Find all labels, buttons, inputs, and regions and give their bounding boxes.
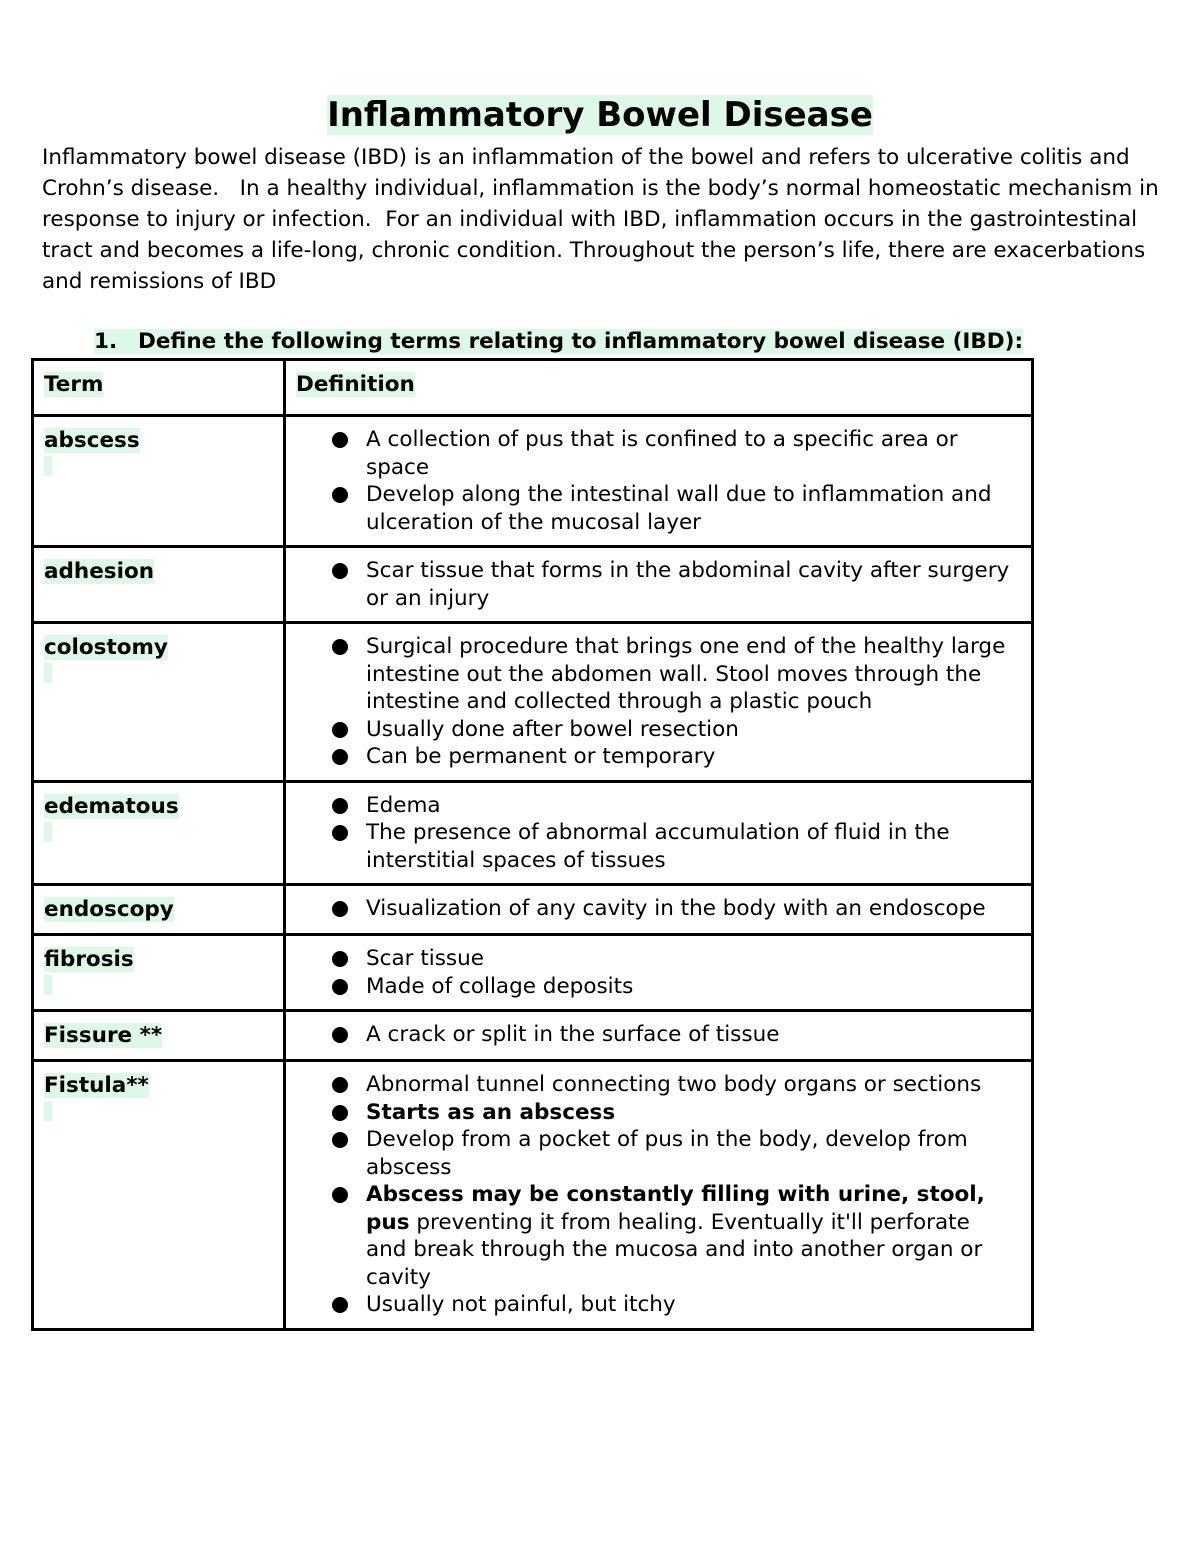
table-row [33,781,1033,885]
highlight-mark [44,975,52,995]
bullet-dot-icon [332,1105,348,1121]
definition-item: Abscess may be constantly filling with urine, stool, pus preventing it from healing. Eventually it'll perforate and break through the mucosa and into another organ or cavity [332,1181,1017,1291]
table-row [33,547,1033,623]
bullet-dot-icon [332,563,348,579]
term-cell [33,1011,285,1061]
definition-item: Starts as an abscess [332,1099,1017,1127]
term-cell [33,935,285,1011]
bullet-dot-icon [332,1027,348,1043]
definition-cell [285,1011,1033,1061]
term-cell [33,781,285,885]
intro-paragraph: Inflammatory bowel disease (IBD) is an inflammation of the bowel and refers to ulcerative colitis and Crohn’s disease. In a healthy individual, inflammation is the body’s normal homeostatic mechanism in response to injury or infection. For an individual with IBD, inflammation occurs in the gastrointestinal tract and becomes a life-long, chronic condition. Throughout the person’s life, there are exacerbations and remissions of IBD [42,145,1166,294]
table-header-row [33,360,1033,416]
definition-item: Scar tissue [332,945,1017,973]
table-row [33,935,1033,1011]
definition-list [332,1021,1017,1049]
highlight-mark [44,822,52,842]
bullet-dot-icon [332,825,348,841]
definition-item: Visualization of any cavity in the body with an endoscope [332,895,1017,923]
definition-item: Scar tissue that forms in the abdominal cavity after surgery or an injury [332,557,1017,612]
term-label: endoscopy [44,897,174,922]
definition-item: Can be permanent or temporary [332,743,1017,771]
definition-item: Usually done after bowel resection [332,716,1017,744]
definition-item: Usually not painful, but itchy [332,1291,1017,1319]
definition-list [332,633,1017,771]
page-title [0,94,1200,136]
term-label: Fistula** [44,1073,149,1098]
definition-list [332,426,1017,536]
definition-list [332,945,1017,1000]
definition-column-header: Definition [285,360,1033,416]
bullet-dot-icon [332,749,348,765]
term-cell [33,885,285,935]
term-label: adhesion [44,559,155,584]
question-text: Define the following terms relating to inflammatory bowel disease (IBD): [138,329,1024,354]
bullet-dot-icon [332,432,348,448]
table-row [33,623,1033,782]
definition-cell [285,623,1033,782]
definition-item: Develop from a pocket of pus in the body, develop from abscess [332,1126,1017,1181]
bullet-dot-icon [332,798,348,814]
bullet-dot-icon [332,1297,348,1313]
definition-list [332,557,1017,612]
definition-item: Made of collage deposits [332,973,1017,1001]
term-label: Fissure ** [44,1023,163,1048]
definition-cell [285,781,1033,885]
term-cell [33,416,285,547]
highlight-mark [44,1101,52,1121]
bullet-dot-icon [332,1077,348,1093]
definition-cell [285,935,1033,1011]
term-label: colostomy [44,635,168,660]
definition-list [332,792,1017,875]
bullet-dot-icon [332,487,348,503]
term-column-header: Term [33,360,285,416]
term-label: edematous [44,793,179,819]
bullet-dot-icon [332,951,348,967]
table-row [33,416,1033,547]
definition-item: Develop along the intestinal wall due to inflammation and ulceration of the mucosal layer [332,481,1017,536]
term-label: fibrosis [44,947,134,972]
table-row [33,1061,1033,1330]
definition-item: The presence of abnormal accumulation of fluid in the interstitial spaces of tissues [332,819,1017,874]
bullet-dot-icon [332,1132,348,1148]
definition-cell [285,1061,1033,1330]
definition-list [332,895,1017,923]
bullet-dot-icon [332,639,348,655]
definition-cell [285,885,1033,935]
definition-cell [285,547,1033,623]
definition-item: Surgical procedure that brings one end of the healthy large intestine out the abdomen wall. Stool moves through the intestine and collected through a plastic pouch [332,633,1017,716]
definition-item: A collection of pus that is confined to a specific area or space [332,426,1017,481]
bullet-dot-icon [332,722,348,738]
term-label: abscess [44,428,140,453]
table-row [33,1011,1033,1061]
highlight-mark [44,456,52,476]
definition-cell [285,416,1033,547]
question-highlight [94,329,1023,354]
definition-item: Abnormal tunnel connecting two body organs or sections [332,1071,1017,1099]
term-cell [33,1061,285,1330]
table-row [33,885,1033,935]
bullet-dot-icon [332,901,348,917]
definition-list [332,1071,1017,1319]
bullet-dot-icon [332,1187,348,1203]
page-title-text: Inflammatory Bowel Disease [327,95,873,135]
definition-item: Edema [332,792,1017,820]
term-cell [33,547,285,623]
highlight-mark [44,663,52,683]
term-cell [33,623,285,782]
bullet-dot-icon [332,979,348,995]
definition-item: A crack or split in the surface of tissue [332,1021,1017,1049]
terms-table [31,358,1034,1331]
question-number: 1. [94,329,118,354]
question-heading [94,326,1023,358]
